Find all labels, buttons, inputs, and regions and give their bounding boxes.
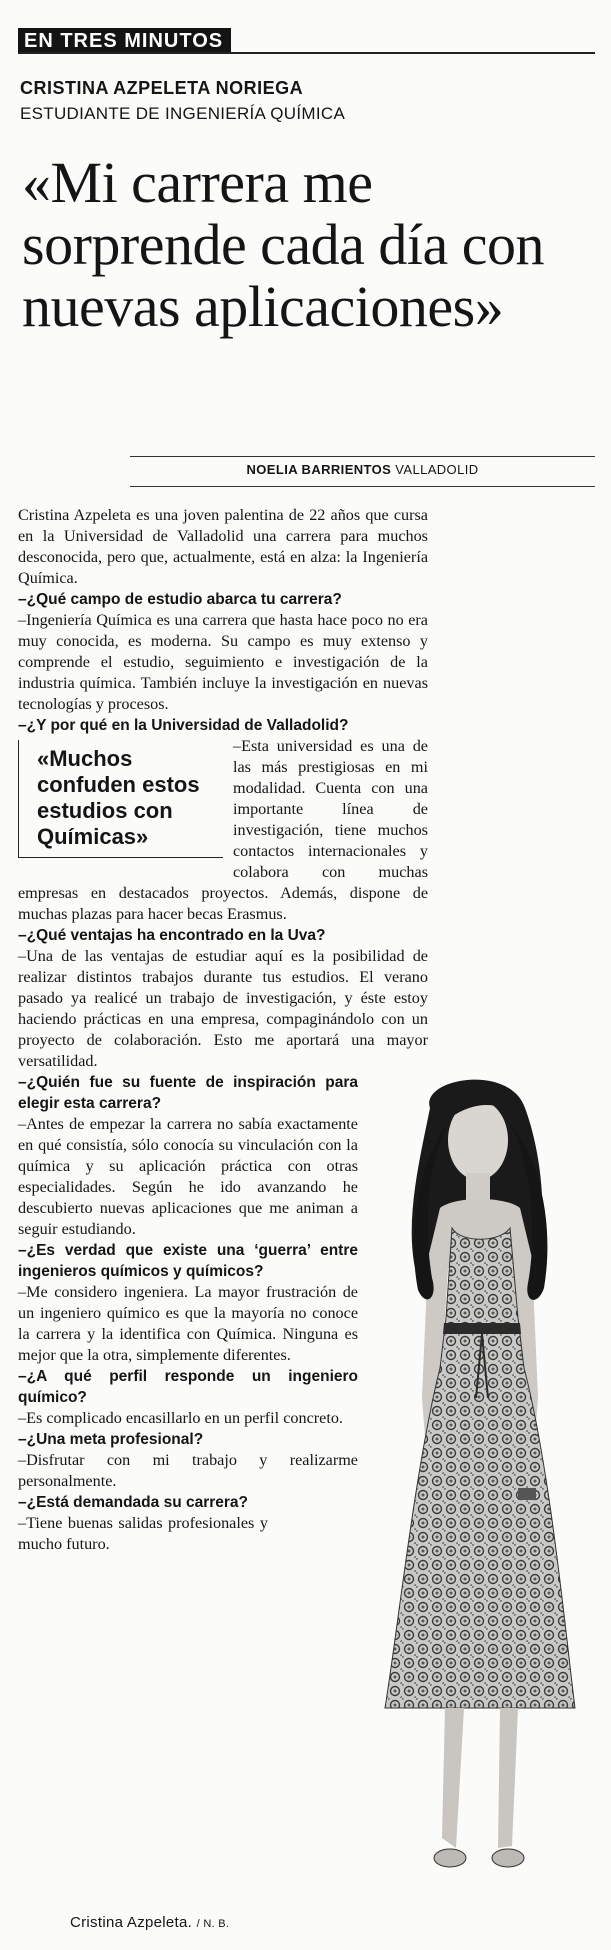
byline (130, 462, 595, 477)
byline-place: VALLADOLID (395, 462, 479, 477)
photo-credit: / N. B. (196, 1918, 230, 1930)
question: –¿Quién fue su fuente de inspiración para elegir esta carrera? (18, 1074, 358, 1112)
section-rule (18, 52, 595, 54)
interviewee-photo (360, 1068, 600, 1896)
interviewee-role: ESTUDIANTE DE INGENIERÍA QUÍMICA (20, 104, 346, 123)
answer-with-pullquote (18, 736, 428, 925)
answer: –Es complicado encasillarlo en un perfil concreto. (18, 1409, 343, 1427)
narrow-column (18, 1072, 358, 1555)
intro-paragraph: Cristina Azpeleta es una joven palentina de 22 años que cursa en la Universidad de Valladolid una carrera para muchos desconocida, pero que, actualmente, está en alza: la Ingeniería Química. (18, 506, 428, 587)
photo-caption (70, 1914, 229, 1931)
section-tag: EN TRES MINUTOS (18, 28, 231, 53)
byline-author: NOELIA BARRIENTOS (246, 462, 392, 477)
headline: «Mi carrera me sorprende cada día con nuevas aplicaciones» (22, 150, 545, 339)
pullquote-box (18, 740, 223, 858)
question: –¿Una meta profesional? (18, 1431, 204, 1448)
question: –¿Y por qué en la Universidad de Valladolid? (18, 717, 349, 734)
pullquote: «Muchos confuden estos estudios con Químicas» (37, 746, 200, 849)
photo-caption-text: Cristina Azpeleta. (70, 1914, 193, 1931)
question: –¿A qué perfil responde un ingeniero químico? (18, 1368, 358, 1406)
answer: –Antes de empezar la carrera no sabía exactamente en qué consistía, sólo conocía su vinculación con la química y su aplicación práctica con otras especialidades. Según he ido avanzando he descubierto nuevas aplicaciones que me animan a seguir estudiando. (18, 1115, 358, 1238)
question: –¿Es verdad que existe una ‘guerra’ entre ingenieros químicos y químicos? (18, 1242, 358, 1280)
question: –¿Está demandada su carrera? (18, 1494, 249, 1511)
answer: –Esta universidad es una de las más prestigiosas en mi modalidad. Cuenta con una importante línea de investigación, tiene muchos contactos internacionales y colabora con muchas empresas en destacados proyectos. Además, dispone de muchas plazas para hacer becas Erasmus. (18, 737, 428, 923)
interviewee-name: CRISTINA AZPELETA NORIEGA (20, 78, 304, 98)
answer: –Tiene buenas salidas profesionales y mucho futuro. (18, 1514, 268, 1553)
byline-rule-top (130, 456, 595, 457)
answer: –Disfrutar con mi trabajo y realizarme personalmente. (18, 1451, 358, 1490)
byline-rule-bottom (130, 486, 595, 487)
question: –¿Qué campo de estudio abarca tu carrera? (18, 591, 342, 608)
answer: –Me considero ingeniera. La mayor frustración de un ingeniero químico es que la mayoría no conoce la carrera y la identifica con Química. Ninguna es mejor que la otra, simplemente diferentes. (18, 1283, 358, 1364)
question: –¿Qué ventajas ha encontrado en la Uva? (18, 927, 326, 944)
answer: –Ingeniería Química es una carrera que hasta hace poco no era muy conocida, es moderna. Su campo es muy extenso y comprende el estudio, seguimiento e investigación de la industria química. También incluye la investigación en nuevas tecnologías y procesos. (18, 611, 428, 713)
answer: –Una de las ventajas de estudiar aquí es la posibilidad de realizar distintos trabajos durante tus estudios. El verano pasado ya realicé un trabajo de investigación, y éste estoy haciendo prácticas en una empresa, compaginándolo con un proyecto de colaboración. Esto me aportará una mayor versatilidad. (18, 947, 428, 1070)
